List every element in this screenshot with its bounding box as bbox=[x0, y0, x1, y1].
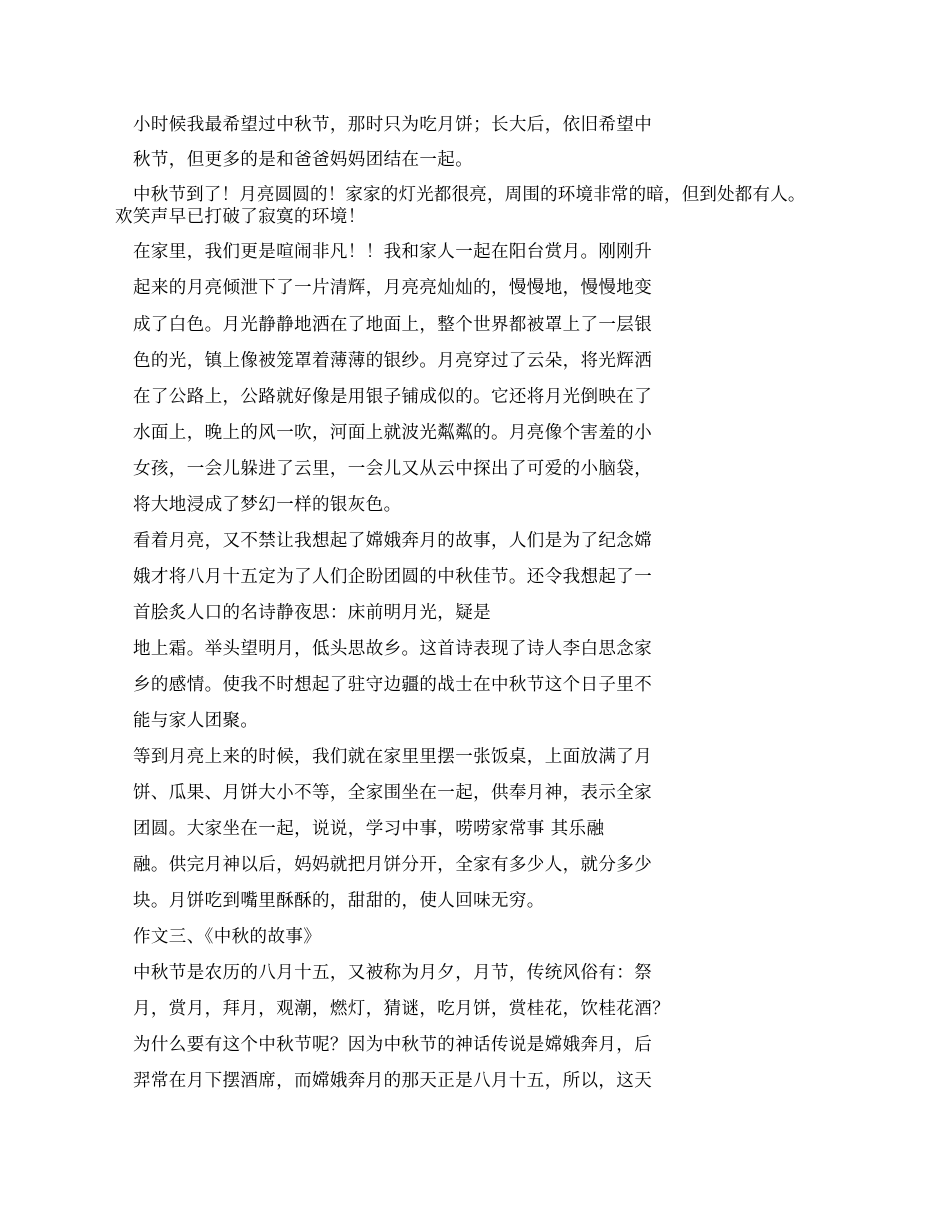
paragraph-5-line-2: 饼、瓜果、月饼大小不等，全家围坐在一起，供奉月神，表示全家 bbox=[133, 783, 653, 803]
paragraph-4-line-6: 能与家人团聚。 bbox=[133, 711, 259, 731]
paragraph-6-line-4: 羿常在月下摆酒席，而嫦娥奔月的那天正是八月十五，所以，这天 bbox=[133, 1071, 653, 1091]
paragraph-6-line-2: 月，赏月，拜月，观潮，燃灯，猜谜，吃月饼，赏桂花，饮桂花酒？ bbox=[133, 999, 670, 1019]
paragraph-1-line-1: 小时候我最希望过中秋节，那时只为吃月饼；长大后，依旧希望中 bbox=[133, 115, 653, 135]
paragraph-5-line-4: 融。供完月神以后，妈妈就把月饼分开，全家有多少人，就分多少 bbox=[133, 855, 653, 875]
paragraph-3-line-5: 在了公路上，公路就好像是用银子铺成似的。它还将月光倒映在了 bbox=[133, 387, 653, 407]
paragraph-3-line-6: 水面上，晚上的风一吹，河面上就波光粼粼的。月亮像个害羞的小 bbox=[133, 423, 653, 443]
paragraph-1-line-2: 秋节，但更多的是和爸爸妈妈团结在一起。 bbox=[133, 150, 474, 170]
paragraph-2-line-1: 中秋节到了！月亮圆圆的！家家的灯光都很亮，周围的环境非常的暗，但到处都有人。 bbox=[133, 185, 806, 205]
paragraph-5-line-3: 团圆。大家坐在一起，说说，学习中事，唠唠家常事 其乐融 bbox=[133, 819, 605, 839]
paragraph-3-line-7: 女孩，一会儿躲进了云里，一会儿又从云中探出了可爱的小脑袋， bbox=[133, 459, 653, 479]
section-heading: 作文三、《中秋的故事》 bbox=[133, 927, 322, 947]
paragraph-3-line-3: 成了白色。月光静静地洒在了地面上，整个世界都被罩上了一层银 bbox=[133, 315, 653, 335]
paragraph-4-line-1: 看着月亮，又不禁让我想起了嫦娥奔月的故事，人们是为了纪念嫦 bbox=[133, 531, 653, 551]
paragraph-3-line-2: 起来的月亮倾泄下了一片清辉，月亮亮灿灿的，慢慢地，慢慢地变 bbox=[133, 278, 653, 298]
paragraph-5-line-5: 块。月饼吃到嘴里酥酥的，甜甜的，使人回味无穷。 bbox=[133, 891, 545, 911]
paragraph-6-line-1: 中秋节是农历的八月十五，又被称为月夕，月节，传统风俗有：祭 bbox=[133, 963, 653, 983]
paragraph-3-line-4: 色的光，镇上像被笼罩着薄薄的银纱。月亮穿过了云朵，将光辉洒 bbox=[133, 351, 653, 371]
paragraph-4-line-4: 地上霜。举头望明月，低头思故乡。这首诗表现了诗人李白思念家 bbox=[133, 639, 653, 659]
paragraph-5-line-1: 等到月亮上来的时候，我们就在家里里摆一张饭桌，上面放满了月 bbox=[133, 747, 653, 767]
paragraph-3-line-1: 在家里，我们更是喧闹非凡！！我和家人一起在阳台赏月。刚刚升 bbox=[133, 242, 653, 262]
paragraph-6-line-3: 为什么要有这个中秋节呢？因为中秋节的神话传说是嫦娥奔月，后 bbox=[133, 1035, 653, 1055]
paragraph-4-line-3: 首脍炙人口的名诗静夜思：床前明月光，疑是 bbox=[133, 603, 491, 623]
paragraph-2-line-2: 欢笑声早已打破了寂寞的环境！ bbox=[115, 207, 366, 227]
paragraph-4-line-2: 娥才将八月十五定为了人们企盼团圆的中秋佳节。还令我想起了一 bbox=[133, 567, 653, 587]
paragraph-3-line-8: 将大地浸成了梦幻一样的银灰色。 bbox=[133, 495, 402, 515]
paragraph-4-line-5: 乡的感情。使我不时想起了驻守边疆的战士在中秋节这个日子里不 bbox=[133, 675, 653, 695]
